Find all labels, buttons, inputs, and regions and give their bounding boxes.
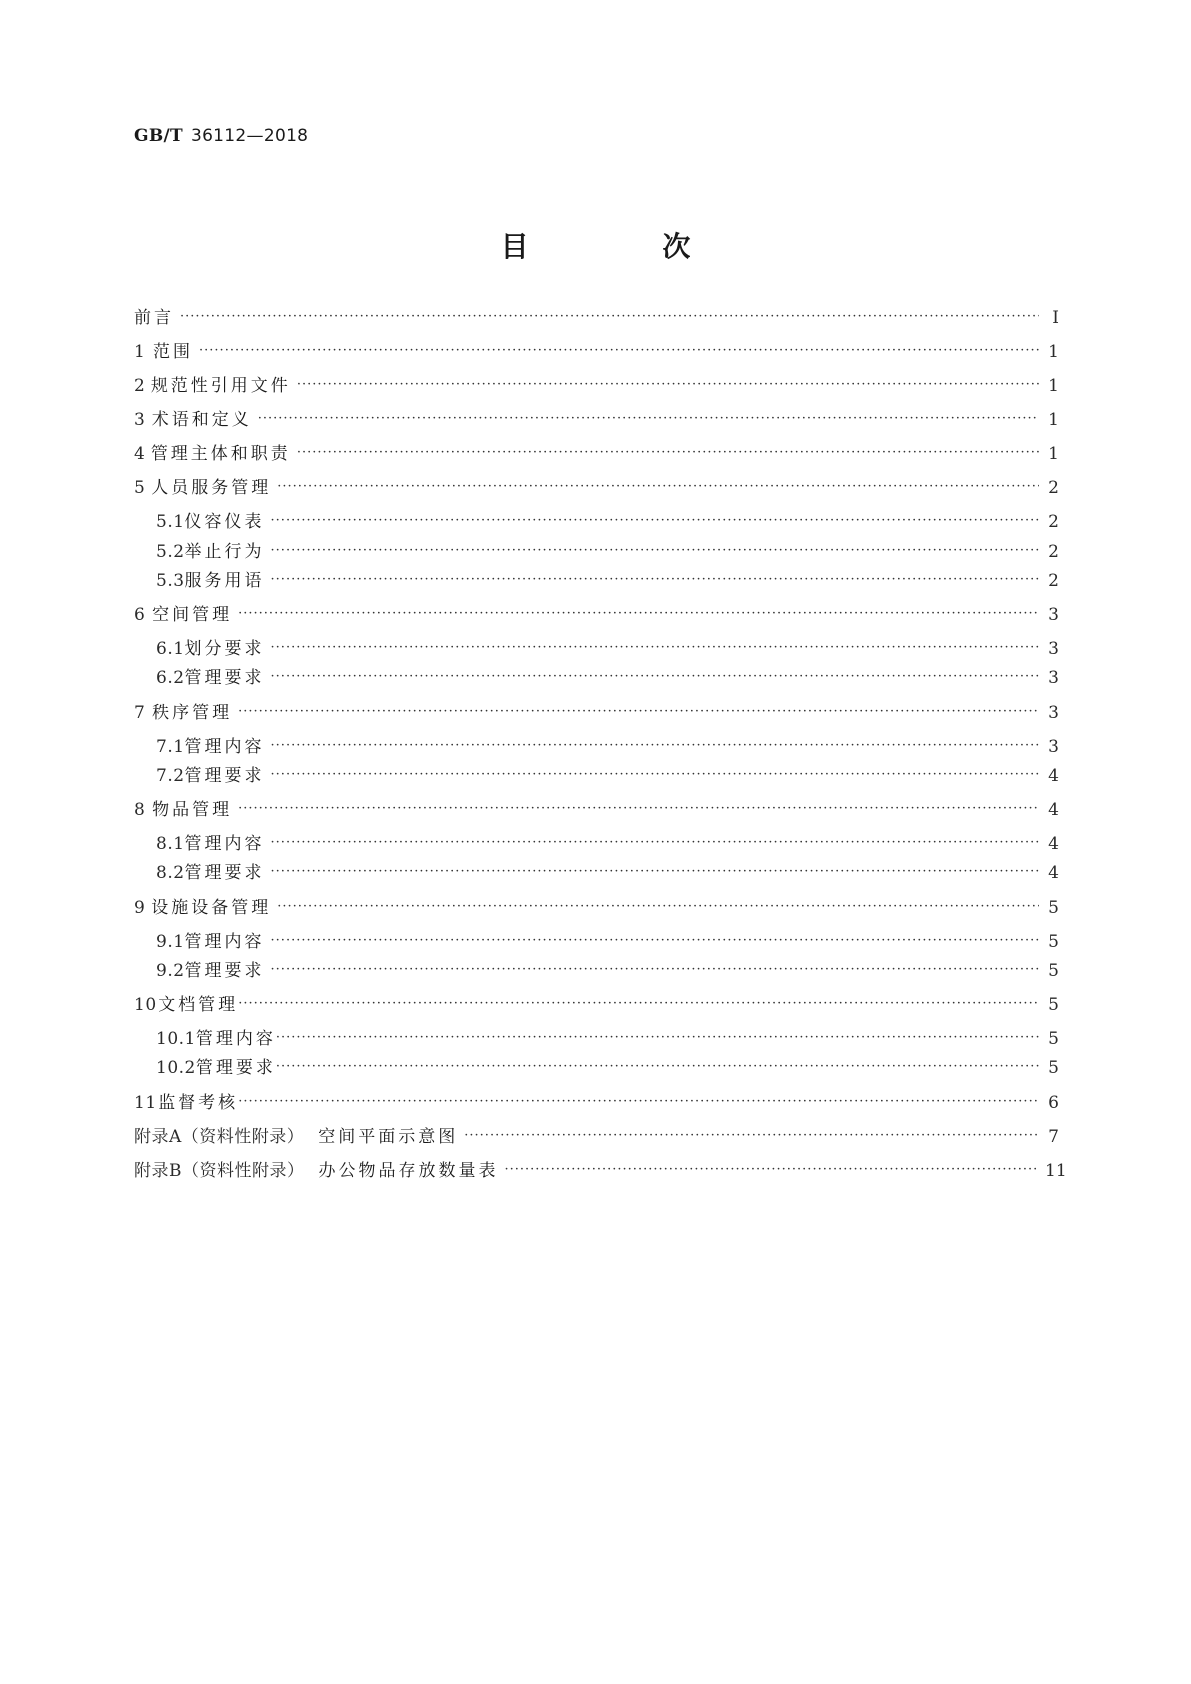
dot-leader xyxy=(271,860,1039,884)
toc-entry-appendix-b[interactable] xyxy=(134,1159,1067,1183)
toc-entry-6-2[interactable] xyxy=(156,666,1059,690)
toc-entry-title: 人员服务管理 xyxy=(151,478,272,498)
toc-entry-number: 10.2 xyxy=(156,1058,196,1078)
dot-leader xyxy=(238,992,1039,1016)
toc-entry-number: 7.1 xyxy=(156,737,185,757)
toc-entry-title: 管理内容 xyxy=(184,834,265,854)
dot-leader xyxy=(258,407,1039,431)
dot-leader xyxy=(271,831,1039,855)
dot-leader xyxy=(271,665,1039,689)
toc-entry-page: 2 xyxy=(1048,542,1059,562)
toc-entry-title: 空间管理 xyxy=(152,605,233,625)
toc-entry-title: 管理内容 xyxy=(195,1029,276,1049)
toc-entry-number: 5.2 xyxy=(156,542,185,562)
dot-leader xyxy=(180,305,1039,329)
toc-entry-page: 6 xyxy=(1048,1093,1059,1113)
dot-leader xyxy=(276,1055,1039,1079)
toc-entry-9[interactable] xyxy=(134,896,1059,920)
toc-entry-10[interactable] xyxy=(134,993,1059,1017)
toc-entry-page: 11 xyxy=(1045,1161,1067,1181)
toc-entry-page: 3 xyxy=(1048,605,1059,625)
toc-entry-page: 5 xyxy=(1048,1029,1059,1049)
toc-entry-title: 划分要求 xyxy=(184,639,265,659)
toc-entry-page: 5 xyxy=(1048,961,1059,981)
toc-entry-title: 前言 xyxy=(134,308,174,328)
toc-entry-page: 5 xyxy=(1048,932,1059,952)
toc-entry-7-1[interactable] xyxy=(156,735,1059,759)
dot-leader xyxy=(505,1158,1040,1182)
toc-entry-title: 秩序管理 xyxy=(152,703,233,723)
toc-entry-page: 4 xyxy=(1048,863,1059,883)
toc-entry-number: 2 xyxy=(134,376,146,396)
toc-entry-9-2[interactable] xyxy=(156,959,1059,983)
toc-entry-page: 4 xyxy=(1048,766,1059,786)
toc-entry-number: 附录B（资料性附录） xyxy=(134,1161,305,1181)
page-header xyxy=(134,126,308,146)
toc-entry-2[interactable] xyxy=(134,374,1059,398)
toc-entry-number: 10 xyxy=(134,995,157,1015)
toc-entry-6-1[interactable] xyxy=(156,637,1059,661)
dot-leader xyxy=(297,441,1039,465)
toc-entry-page: 2 xyxy=(1048,512,1059,532)
toc-entry-title: 管理内容 xyxy=(184,932,265,952)
dot-leader xyxy=(271,636,1039,660)
toc-entry-5-2[interactable] xyxy=(156,540,1059,564)
toc-entry-title: 范围 xyxy=(153,342,194,362)
dot-leader xyxy=(238,602,1039,626)
toc-entry-page: 4 xyxy=(1048,834,1059,854)
toc-entry-10-2[interactable] xyxy=(156,1056,1059,1080)
toc-entry-page: 7 xyxy=(1048,1127,1059,1147)
dot-leader xyxy=(271,734,1039,758)
toc-entry-8-1[interactable] xyxy=(156,832,1059,856)
toc-entry-5[interactable] xyxy=(134,476,1059,500)
toc-entry-page: 2 xyxy=(1048,571,1059,591)
toc-entry-number: 附录A（资料性附录） xyxy=(134,1127,305,1147)
toc-entry-7[interactable] xyxy=(134,701,1059,725)
toc-entry-5-1[interactable] xyxy=(156,510,1059,534)
toc-entry-number: 9.2 xyxy=(156,961,185,981)
toc-entry-number: 6 xyxy=(134,605,146,625)
toc-entry-title: 设施设备管理 xyxy=(151,898,272,918)
toc-entry-9-1[interactable] xyxy=(156,930,1059,954)
toc-entry-number: 9 xyxy=(134,898,146,918)
dot-leader xyxy=(238,1090,1039,1114)
toc-entry-7-2[interactable] xyxy=(156,764,1059,788)
toc-entry-number: 5 xyxy=(134,478,146,498)
dot-leader xyxy=(277,475,1039,499)
toc-entry-number: 3 xyxy=(134,410,146,430)
toc-entry-title: 管理要求 xyxy=(195,1058,276,1078)
toc-entry-title: 管理内容 xyxy=(184,737,265,757)
toc-entry-title: 规范性引用文件 xyxy=(150,376,291,396)
dot-leader xyxy=(276,1026,1039,1050)
toc-entry-title: 管理要求 xyxy=(184,766,265,786)
toc-entry-3[interactable] xyxy=(134,408,1059,432)
toc-entry-number: 8.1 xyxy=(156,834,185,854)
toc-entry-title: 空间平面示意图 xyxy=(318,1127,459,1147)
toc-entry-8-2[interactable] xyxy=(156,861,1059,885)
toc-entry-preface[interactable] xyxy=(134,306,1059,330)
toc-entry-title: 术语和定义 xyxy=(151,410,252,430)
toc-entry-title: 管理要求 xyxy=(184,863,265,883)
toc-entry-page: 1 xyxy=(1048,342,1059,362)
toc-entry-number: 8 xyxy=(134,800,146,820)
toc-entry-page: 1 xyxy=(1048,444,1059,464)
toc-entry-number: 9.1 xyxy=(156,932,185,952)
toc-entry-title: 服务用语 xyxy=(184,571,265,591)
toc-entry-11[interactable] xyxy=(134,1091,1059,1115)
toc-entry-title: 管理要求 xyxy=(184,961,265,981)
toc-entry-title: 管理要求 xyxy=(184,668,265,688)
toc-entry-number: 1 xyxy=(134,342,146,362)
toc-entry-number: 10.1 xyxy=(156,1029,196,1049)
toc-entry-page: 3 xyxy=(1048,668,1059,688)
toc-entry-title: 仪容仪表 xyxy=(184,512,265,532)
dot-leader xyxy=(238,797,1039,821)
toc-entry-page: 5 xyxy=(1048,898,1059,918)
toc-entry-title: 监督考核 xyxy=(158,1093,239,1113)
toc-entry-4[interactable] xyxy=(134,442,1059,466)
toc-entry-number: 5.3 xyxy=(156,571,185,591)
page-title: 目 次 xyxy=(500,230,753,263)
dot-leader xyxy=(271,763,1039,787)
toc-entry-1[interactable] xyxy=(134,340,1059,364)
toc-entry-number: 7.2 xyxy=(156,766,185,786)
standard-number: 36112—2018 xyxy=(190,126,309,146)
toc-entry-title: 举止行为 xyxy=(184,542,265,562)
toc-entry-page: 3 xyxy=(1048,639,1059,659)
toc-entry-6[interactable] xyxy=(134,603,1059,627)
dot-leader xyxy=(271,539,1039,563)
toc-entry-8[interactable] xyxy=(134,798,1059,822)
toc-entry-number: 5.1 xyxy=(156,512,185,532)
toc-entry-5-3[interactable] xyxy=(156,569,1059,593)
dot-leader xyxy=(199,339,1039,363)
standard-code: GB/T xyxy=(134,126,183,146)
toc-entry-page: 5 xyxy=(1048,1058,1059,1078)
toc-entry-title: 物品管理 xyxy=(152,800,233,820)
dot-leader xyxy=(277,895,1039,919)
dot-leader xyxy=(238,700,1039,724)
dot-leader xyxy=(271,958,1039,982)
toc-entry-number: 4 xyxy=(134,444,146,464)
dot-leader xyxy=(271,568,1039,592)
toc-entry-number: 7 xyxy=(134,703,146,723)
toc-entry-number: 8.2 xyxy=(156,863,185,883)
dot-leader xyxy=(271,929,1039,953)
toc-entry-title: 文档管理 xyxy=(158,995,239,1015)
toc-entry-number: 11 xyxy=(134,1093,157,1113)
toc-entry-number: 6.1 xyxy=(156,639,185,659)
toc-entry-10-1[interactable] xyxy=(156,1027,1059,1051)
toc-entry-page: 4 xyxy=(1048,800,1059,820)
toc-entry-number: 6.2 xyxy=(156,668,185,688)
toc-entry-page: 1 xyxy=(1048,410,1059,430)
toc-entry-title: 管理主体和职责 xyxy=(150,444,291,464)
toc-entry-page: 5 xyxy=(1048,995,1059,1015)
toc-entry-page: 1 xyxy=(1048,376,1059,396)
dot-leader xyxy=(464,1124,1039,1148)
toc-entry-page: 2 xyxy=(1048,478,1059,498)
toc-entry-page: Ⅰ xyxy=(1052,308,1059,328)
dot-leader xyxy=(271,509,1039,533)
toc-entry-page: 3 xyxy=(1048,703,1059,723)
toc-entry-title: 办公物品存放数量表 xyxy=(318,1161,499,1181)
toc-entry-appendix-a[interactable] xyxy=(134,1125,1059,1149)
dot-leader xyxy=(297,373,1039,397)
toc-entry-page: 3 xyxy=(1048,737,1059,757)
